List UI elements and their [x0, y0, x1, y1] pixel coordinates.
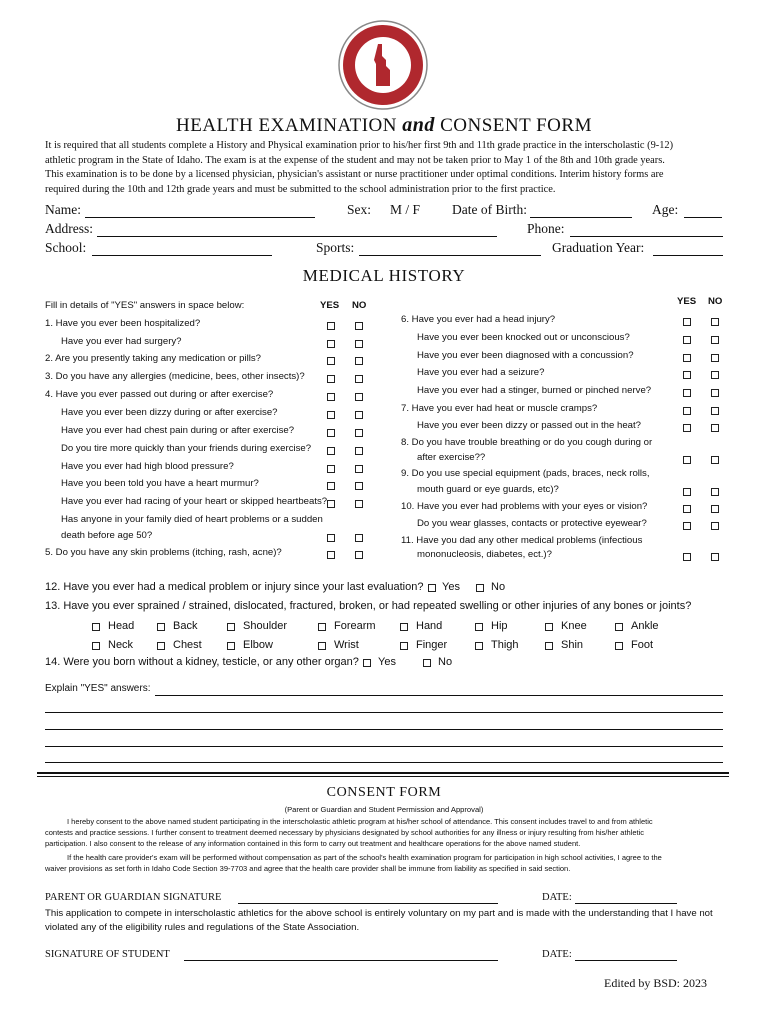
yes-checkbox[interactable] — [683, 389, 691, 397]
age-label: Age: — [652, 202, 679, 217]
sports-label: Sports: — [316, 240, 355, 255]
student-signature-line[interactable] — [184, 960, 498, 961]
yes-header-right: YES — [677, 296, 697, 307]
question-text: 2. Are you presently taking any medication or pills? — [45, 353, 261, 364]
body-part-checkbox[interactable] — [545, 642, 553, 650]
yes-header-left: YES — [320, 300, 340, 311]
voluntary-line: This application to compete in interscholastic athletics for the above school is entirely voluntary on my part and is made with the understanding that I have not — [45, 908, 713, 919]
body-part-label: Knee — [561, 620, 587, 632]
question-text: 9. Do you use special equipment (pads, braces, neck rolls, — [401, 468, 650, 479]
body-part-label: Wrist — [334, 639, 359, 651]
question-text: Have you ever had chest pain during or after exercise? — [61, 425, 295, 436]
consent-paragraph-1 — [45, 816, 735, 849]
intro-line: athletic program in the State of Idaho. The exam is at the expense of the student and may not be taken prior to May 1 of the 8th and 10th grade years. — [45, 154, 665, 166]
question-text: Have you ever been knocked out or unconscious? — [417, 332, 630, 343]
body-part-label: Thigh — [491, 639, 519, 651]
title-part2: CONSENT FORM — [440, 115, 592, 136]
consent-line: If the health care provider's exam will be performed without compensation as part of the school's health examination program for participation in high school activities, I agree to the — [67, 853, 662, 862]
question-text: Do you wear glasses, contacts or protective eyewear? — [417, 518, 647, 529]
yes-checkbox[interactable] — [683, 456, 691, 464]
body-part-checkbox[interactable] — [92, 642, 100, 650]
title-and: and — [402, 114, 435, 136]
question-text: 6. Have you ever had a head injury? — [401, 314, 556, 325]
q14-no-checkbox[interactable] — [423, 659, 431, 667]
no-checkbox[interactable] — [711, 488, 719, 496]
no-checkbox[interactable] — [711, 318, 719, 326]
parent-signature-label: PARENT OR GUARDIAN SIGNATURE — [45, 892, 222, 903]
address-input[interactable] — [97, 236, 497, 237]
no-checkbox[interactable] — [355, 551, 363, 559]
dob-input[interactable] — [530, 217, 632, 218]
dob-label: Date of Birth: — [452, 202, 527, 217]
no-checkbox[interactable] — [355, 322, 363, 330]
student-date-label: DATE: — [542, 949, 572, 960]
yes-checkbox[interactable] — [683, 318, 691, 326]
question-text: Have you ever had a stinger, burned or pinched nerve? — [417, 385, 652, 396]
question-text: Have you ever been dizzy during or after exercise? — [61, 407, 278, 418]
sex-label: Sex: — [347, 202, 372, 217]
name-label: Name: — [45, 202, 81, 217]
q14-yes-label: Yes — [378, 656, 396, 668]
body-part-checkbox[interactable] — [400, 642, 408, 650]
body-part-label: Forearm — [334, 620, 376, 632]
yes-checkbox[interactable] — [683, 336, 691, 344]
no-checkbox[interactable] — [355, 482, 363, 490]
question-text: Have you ever been diagnosed with a concussion? — [417, 350, 634, 361]
grad-input[interactable] — [653, 255, 723, 256]
yes-checkbox[interactable] — [327, 322, 335, 330]
sex-options[interactable]: M / F — [390, 202, 421, 217]
body-part-checkbox[interactable] — [475, 623, 483, 631]
question-text: 5. Do you have any skin problems (itching, rash, acne)? — [45, 547, 282, 558]
no-checkbox[interactable] — [355, 429, 363, 437]
no-checkbox[interactable] — [711, 389, 719, 397]
intro-line: required during the 10th and 12th grade years and must be submitted to the school administration prior to the first practice. — [45, 183, 556, 195]
q14-text: 14. Were you born without a kidney, testicle, or any other organ? — [45, 656, 359, 668]
yes-checkbox[interactable] — [683, 407, 691, 415]
section-divider — [37, 776, 729, 777]
form-title — [0, 114, 768, 137]
grad-label: Graduation Year: — [552, 240, 645, 255]
yes-checkbox[interactable] — [327, 375, 335, 383]
q14-yes-checkbox[interactable] — [363, 659, 371, 667]
section-divider — [37, 772, 729, 774]
consent-line: contests and practice sessions. I further consent to treatment deemed necessary by physicians designated by school authorities for any illness or injury resulting from his/her athletic — [45, 828, 645, 837]
body-part-checkbox[interactable] — [157, 623, 165, 631]
consent-line: I hereby consent to the above named student participating in the interscholastic athletic program at his/her school of attendance. This consent includes travel to and from athletic — [67, 817, 653, 826]
no-checkbox[interactable] — [355, 500, 363, 508]
question-text: after exercise?? — [417, 452, 486, 463]
q12-text: 12. Have you ever had a medical problem or injury since your last evaluation? — [45, 581, 424, 593]
phone-input[interactable] — [570, 236, 723, 237]
no-checkbox[interactable] — [711, 354, 719, 362]
yes-checkbox[interactable] — [683, 522, 691, 530]
body-part-checkbox[interactable] — [475, 642, 483, 650]
body-part-checkbox[interactable] — [318, 623, 326, 631]
yes-checkbox[interactable] — [327, 429, 335, 437]
no-checkbox[interactable] — [711, 522, 719, 530]
body-part-checkbox[interactable] — [615, 623, 623, 631]
q12-yes-checkbox[interactable] — [428, 584, 436, 592]
yes-checkbox[interactable] — [327, 500, 335, 508]
q12-no-checkbox[interactable] — [476, 584, 484, 592]
body-part-checkbox[interactable] — [545, 623, 553, 631]
yes-checkbox[interactable] — [683, 553, 691, 561]
consent-line: waiver provisions as set forth in Idaho Code Section 39-7703 and agree that the health care provider shall be immune from liability as specified in said section. — [45, 864, 571, 873]
no-checkbox[interactable] — [711, 336, 719, 344]
no-checkbox[interactable] — [355, 393, 363, 401]
question-text: 1. Have you ever been hospitalized? — [45, 318, 201, 329]
parent-signature-line[interactable] — [238, 903, 498, 904]
body-part-label: Shin — [561, 639, 584, 651]
question-text: Has anyone in your family died of heart problems or a sudden — [61, 514, 323, 525]
no-checkbox[interactable] — [711, 553, 719, 561]
yes-checkbox[interactable] — [327, 340, 335, 348]
no-checkbox[interactable] — [355, 340, 363, 348]
title-part1: HEALTH EXAMINATION — [176, 115, 397, 136]
yes-checkbox[interactable] — [327, 482, 335, 490]
no-checkbox[interactable] — [711, 456, 719, 464]
q12-yes-label: Yes — [442, 581, 460, 593]
consent-subtitle: (Parent or Guardian and Student Permission and Approval) — [284, 805, 484, 814]
no-checkbox[interactable] — [355, 447, 363, 455]
consent-line: participation. I also consent to the release of any information contained in this form to carry out treatment and healthcare operations for the above named student. — [45, 839, 581, 848]
medical-history-heading: MEDICAL HISTORY — [302, 266, 466, 285]
body-part-label: Chest — [173, 639, 202, 651]
yes-checkbox[interactable] — [327, 534, 335, 542]
no-checkbox[interactable] — [355, 534, 363, 542]
question-text: 10. Have you ever had problems with your eyes or vision? — [401, 501, 648, 512]
body-part-label: Elbow — [243, 639, 273, 651]
no-checkbox[interactable] — [355, 411, 363, 419]
yes-checkbox[interactable] — [327, 447, 335, 455]
phone-label: Phone: — [527, 221, 565, 236]
body-part-checkbox[interactable] — [227, 642, 235, 650]
yes-checkbox[interactable] — [683, 488, 691, 496]
question-text: 3. Do you have any allergies (medicine, bees, other insects)? — [45, 371, 305, 382]
school-label: School: — [45, 240, 87, 255]
edited-by: Edited by BSD: 2023 — [604, 976, 708, 990]
voluntary-statement — [45, 907, 735, 935]
body-part-checkbox[interactable] — [227, 623, 235, 631]
explain-line[interactable] — [155, 695, 723, 696]
question-text: mononucleosis, diabetes, ect.)? — [417, 549, 552, 560]
q13-text: 13. Have you ever sprained / strained, dislocated, fractured, broken, or had repeated swelling or other injuries of any bones or joints? — [45, 600, 692, 612]
explain-line[interactable] — [45, 729, 723, 730]
body-part-label: Ankle — [631, 620, 659, 632]
body-part-label: Shoulder — [243, 620, 288, 632]
student-signature-label: SIGNATURE OF STUDENT — [45, 949, 170, 960]
no-checkbox[interactable] — [355, 357, 363, 365]
no-checkbox[interactable] — [711, 371, 719, 379]
consent-paragraph-2 — [45, 852, 735, 874]
yes-checkbox[interactable] — [327, 411, 335, 419]
no-checkbox[interactable] — [711, 505, 719, 513]
question-text: 4. Have you ever passed out during or after exercise? — [45, 389, 274, 400]
question-text: Have you ever had racing of your heart or skipped heartbeats? — [61, 496, 328, 507]
no-checkbox[interactable] — [355, 465, 363, 473]
q12-no-label: No — [491, 581, 506, 593]
yes-checkbox[interactable] — [327, 357, 335, 365]
no-header-left: NO — [352, 300, 367, 311]
question-text: Have you ever had high blood pressure? — [61, 461, 234, 472]
question-text: mouth guard or eye guards, etc)? — [417, 484, 559, 495]
question-text: 11. Have you dad any other medical problems (infectious — [401, 535, 643, 546]
body-part-label: Back — [173, 620, 198, 632]
body-part-label: Head — [108, 620, 135, 632]
yes-checkbox[interactable] — [683, 505, 691, 513]
explain-line[interactable] — [45, 712, 723, 713]
parent-date-label: DATE: — [542, 892, 572, 903]
body-part-checkbox[interactable] — [157, 642, 165, 650]
consent-heading: CONSENT FORM — [326, 785, 442, 800]
yes-checkbox[interactable] — [327, 551, 335, 559]
yes-checkbox[interactable] — [327, 393, 335, 401]
no-checkbox[interactable] — [355, 375, 363, 383]
name-input[interactable] — [85, 217, 315, 218]
body-part-checkbox[interactable] — [318, 642, 326, 650]
question-text: Have you ever had surgery? — [61, 336, 182, 347]
yes-checkbox[interactable] — [683, 354, 691, 362]
explain-label: Explain "YES" answers: — [45, 683, 151, 694]
address-label: Address: — [45, 221, 93, 236]
age-input[interactable] — [684, 217, 722, 218]
no-checkbox[interactable] — [711, 407, 719, 415]
question-text: 7. Have you ever had heat or muscle cramps? — [401, 403, 598, 414]
yes-checkbox[interactable] — [327, 465, 335, 473]
student-date-line[interactable] — [575, 960, 677, 961]
voluntary-line: violated any of the eligibility rules and regulations of the State Association. — [45, 922, 360, 933]
body-part-label: Hip — [491, 620, 508, 632]
explain-line[interactable] — [45, 762, 723, 763]
fill-note: Fill in details of "YES" answers in space below: — [45, 300, 245, 311]
body-part-checkbox[interactable] — [400, 623, 408, 631]
no-checkbox[interactable] — [711, 424, 719, 432]
body-part-label: Finger — [416, 639, 448, 651]
iHSAA-logo — [338, 20, 428, 110]
body-part-checkbox[interactable] — [615, 642, 623, 650]
explain-line[interactable] — [45, 746, 723, 747]
yes-checkbox[interactable] — [683, 371, 691, 379]
question-text: Have you ever been dizzy or passed out in the heat? — [417, 420, 641, 431]
intro-line: It is required that all students complete a History and Physical examination prior to his/her first 9th and 11th grade practice in the interscholastic (9-12) — [45, 140, 674, 151]
question-text: 8. Do you have trouble breathing or do you cough during or — [401, 437, 653, 448]
body-part-checkbox[interactable] — [92, 623, 100, 631]
body-part-label: Hand — [416, 620, 443, 632]
q14-no-label: No — [438, 656, 453, 668]
body-part-label: Neck — [108, 639, 134, 651]
intro-line: This examination is to be done by a licensed physician, physician's assistant or nurse practitioner under optimal conditions. Interim history forms are — [45, 169, 664, 181]
question-text: Have you been told you have a heart murmur? — [61, 478, 259, 489]
school-input[interactable] — [92, 255, 272, 256]
intro-paragraph — [45, 139, 735, 197]
question-text: Have you ever had a seizure? — [417, 367, 545, 378]
sports-input[interactable] — [359, 255, 541, 256]
body-part-label: Foot — [631, 639, 654, 651]
no-header-right: NO — [708, 296, 723, 307]
yes-checkbox[interactable] — [683, 424, 691, 432]
question-text: Do you tire more quickly than your friends during exercise? — [61, 443, 312, 454]
parent-date-line[interactable] — [575, 903, 677, 904]
question-text: death before age 50? — [61, 530, 153, 541]
